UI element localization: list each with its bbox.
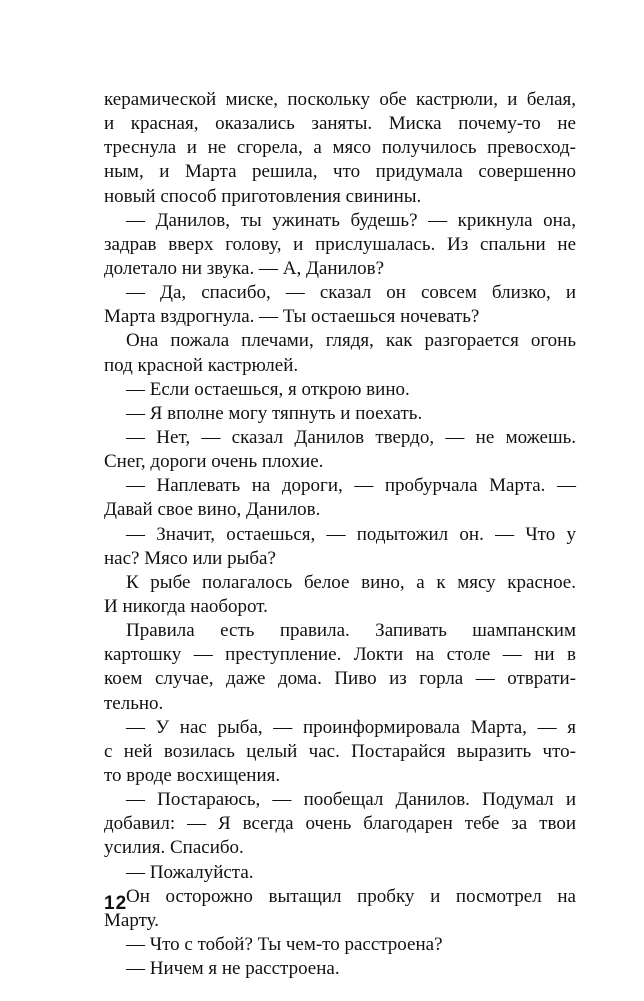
text-line: Правила есть правила. Запивать шампанским — [126, 620, 576, 642]
text-line: — Да, спасибо, — сказал он совсем близко, и — [126, 282, 576, 304]
text-line: — Постараюсь, — пообещал Данилов. Подумал и — [126, 789, 576, 811]
text-line: — Ничем я не расстроена. — [126, 958, 340, 980]
text-line: задрав вверх голову, и прислушалась. Из спальни не — [104, 233, 576, 255]
text-line: нас? Мясо или рыба? — [104, 547, 276, 569]
text-line: — Пожалуйста. — [126, 861, 254, 883]
text-line: долетало ни звука. — А, Данилов? — [104, 257, 385, 279]
text-line: с ней возилась целый час. Постарайся выразить что- — [104, 740, 576, 762]
text-line: — У нас рыба, — проинформировала Марта, — я — [126, 716, 576, 738]
text-line: картошку — преступление. Локти на столе — ни в — [104, 644, 576, 666]
text-line: Марта вздрогнула. — Ты остаешься ночевать? — [104, 306, 480, 328]
text-line: тельно. — [104, 692, 164, 714]
text-line: треснула и не сгорела, а мясо получилось превосход- — [104, 137, 576, 159]
text-line: добавил: — Я всегда очень благодарен тебе за твои — [104, 813, 576, 835]
text-line: Давай свое вино, Данилов. — [104, 499, 321, 521]
text-line: — Значит, остаешься, — подытожил он. — Что у — [126, 523, 576, 545]
text-line: И никогда наоборот. — [104, 595, 268, 617]
text-line: и красная, оказались заняты. Миска почему-то не — [104, 113, 576, 135]
text-line: — Если остаешься, я открою вино. — [126, 378, 410, 400]
text-line: коем случае, даже дома. Пиво из горла — отврати- — [104, 668, 576, 690]
text-line: — Данилов, ты ужинать будешь? — крикнула она, — [126, 209, 576, 231]
text-line: — Нет, — сказал Данилов твердо, — не можешь. — [126, 426, 576, 448]
text-line: новый способ приготовления свинины. — [104, 185, 422, 207]
text-line: то вроде восхищения. — [104, 764, 281, 786]
text-line: Снег, дороги очень плохие. — [104, 451, 324, 473]
text-line: — Я вполне могу тяпнуть и поехать. — [126, 402, 423, 424]
text-line: К рыбе полагалось белое вино, а к мясу красное. — [126, 571, 576, 593]
text-line: Марту. — [104, 909, 159, 931]
text-line: под красной кастрюлей. — [104, 354, 299, 376]
page-number: 12 — [104, 893, 128, 914]
text-line: — Что с тобой? Ты чем-то расстроена? — [126, 933, 443, 955]
text-line: — Наплевать на дороги, — пробурчала Марта. — — [126, 475, 576, 497]
body-text — [104, 88, 576, 981]
text-line: керамической миске, поскольку обе кастрюли, и белая, — [104, 89, 576, 110]
text-line: усилия. Спасибо. — [104, 837, 244, 859]
text-line: ным, и Марта решила, что придумала совершенно — [104, 161, 576, 183]
text-line: Она пожала плечами, глядя, как разгорается огонь — [126, 330, 576, 352]
text-line: Он осторожно вытащил пробку и посмотрел на — [126, 885, 576, 907]
